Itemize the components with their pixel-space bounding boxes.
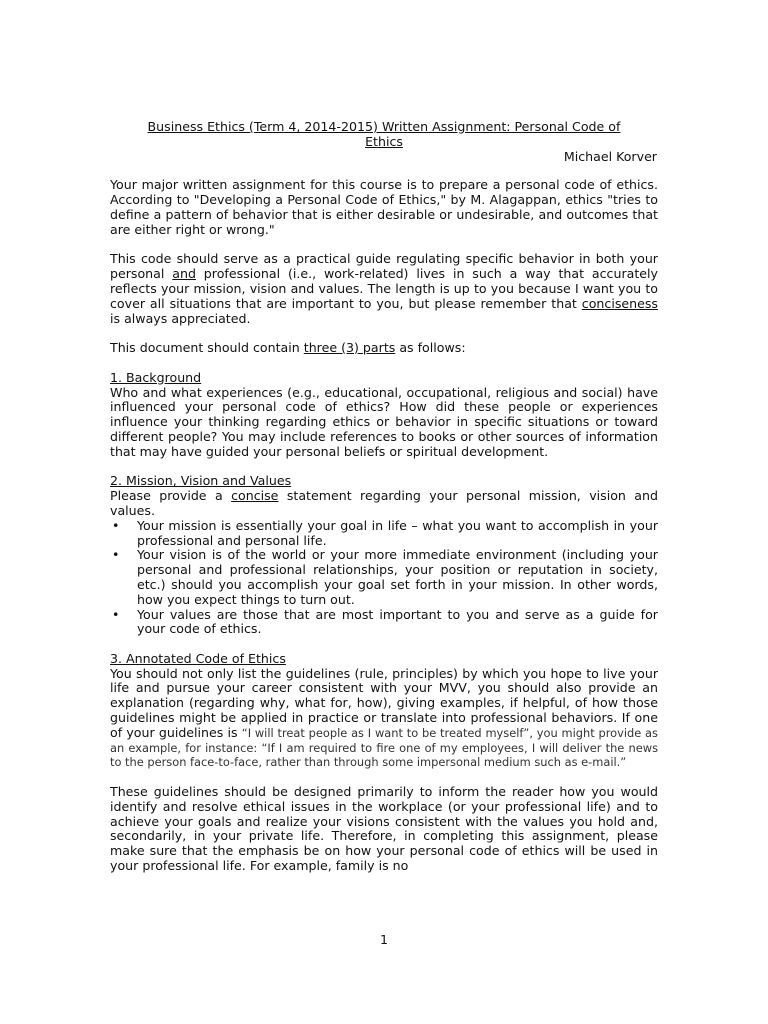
author-name: Michael Korver [563, 148, 657, 164]
list-item-values [110, 608, 658, 638]
page-number: 1 [379, 932, 388, 947]
bullet-icon: • [112, 517, 120, 533]
bullet-icon: • [112, 547, 120, 563]
section-1-text: Who and what experiences (e.g., educational, occupational, religious and social) have influenced your personal code of ethics? How did these people or experiences influence your thinking regarding ethics or behavior in specific situations or toward different people? You may include references to books or other sources of information that may have guided your personal beliefs or spiritual development. [110, 384, 658, 459]
purpose-text-3: is always appreciated. [110, 310, 251, 326]
bullet-text: Your vision is of the world or your more immediate environment (including your personal and professional relationships, your position or reputation in society, etc.) should you accomplish your goal set forth in your mission. In other words, how you expect things to turn out. [137, 547, 658, 607]
final-paragraph: These guidelines should be designed primarily to inform the reader how you would identify and resolve ethical issues in the workplace (or your professional life) and to achieve your goals and realize your visions consistent with the values you hold and, secondarily, in your private life. Therefore, in completing this assignment, please make sure that the emphasis be on how your personal code of ethics will be used in your professional life. For example, family is no [110, 784, 658, 874]
section-2-heading: 2. Mission, Vision and Values [110, 473, 292, 489]
section-3-quote: “I will treat people as I want to be treated myself”, you might provide as an example, for instance: “If I am required to fire one of my employees, I will deliver the news to the person face-to-face, rather than through some impersonal medium such as e-mail.” [110, 725, 658, 770]
conciseness-emphasis: conciseness [581, 295, 658, 311]
section-3-body: You should not only list the guidelines (rule, principles) by which you hope to live your life and pursue your career consistent with your MVV, you should also provide an explanation (regarding why, what for, how), giving examples, if helpful, of how those guidelines might be applied in practice or translate into professional behaviors. If one of your guidelines is [110, 665, 658, 740]
document-title [110, 120, 658, 150]
mvv-bullet-list [110, 519, 658, 637]
title-line-1: Business Ethics (Term 4, 2014-2015) Written Assignment: Personal Code of [147, 119, 621, 134]
bullet-text: Your values are those that are most important to you and serve as a guide for your code of ethics. [137, 606, 658, 637]
purpose-text-2: professional (i.e., work-related) lives in such a way that accurately reflects your mission, vision and values. The length is up to you because I want you to cover all situations that are important to you, but please remember that [110, 266, 658, 311]
title-line-2: Ethics [365, 133, 403, 149]
parts-text-1: This document should contain [110, 340, 304, 356]
section-3-text [110, 667, 658, 771]
section-2-text-1: Please provide a [110, 488, 232, 504]
purpose-text-1: This code should serve as a practical guide regulating specific behavior in both your personal [110, 251, 658, 282]
intro-paragraph: Your major written assignment for this course is to prepare a personal code of ethics. According to "Developing a Personal Code of Ethics," by M. Alagappan, ethics "tries to define a pattern of behavior that is either desirable or undesirable, and outcomes that are either right or wrong." [110, 177, 658, 237]
section-2-text-2: statement regarding your personal mission, vision and values. [110, 488, 658, 518]
concise-emphasis: concise [231, 488, 279, 504]
and-emphasis: and [172, 266, 196, 282]
parts-text-2: as follows: [395, 340, 466, 356]
section-1-heading: 1. Background [110, 369, 202, 385]
section-2-text [110, 489, 658, 519]
purpose-paragraph [110, 252, 658, 326]
section-3-heading: 3. Annotated Code of Ethics [110, 650, 286, 666]
bullet-icon: • [112, 606, 120, 622]
list-item-vision [110, 548, 658, 607]
list-item-mission [110, 519, 658, 549]
parts-paragraph [110, 341, 658, 356]
bullet-text: Your mission is essentially your goal in life – what you want to accomplish in your professional and personal life. [137, 517, 658, 548]
three-parts-emphasis: three (3) parts [303, 340, 396, 356]
